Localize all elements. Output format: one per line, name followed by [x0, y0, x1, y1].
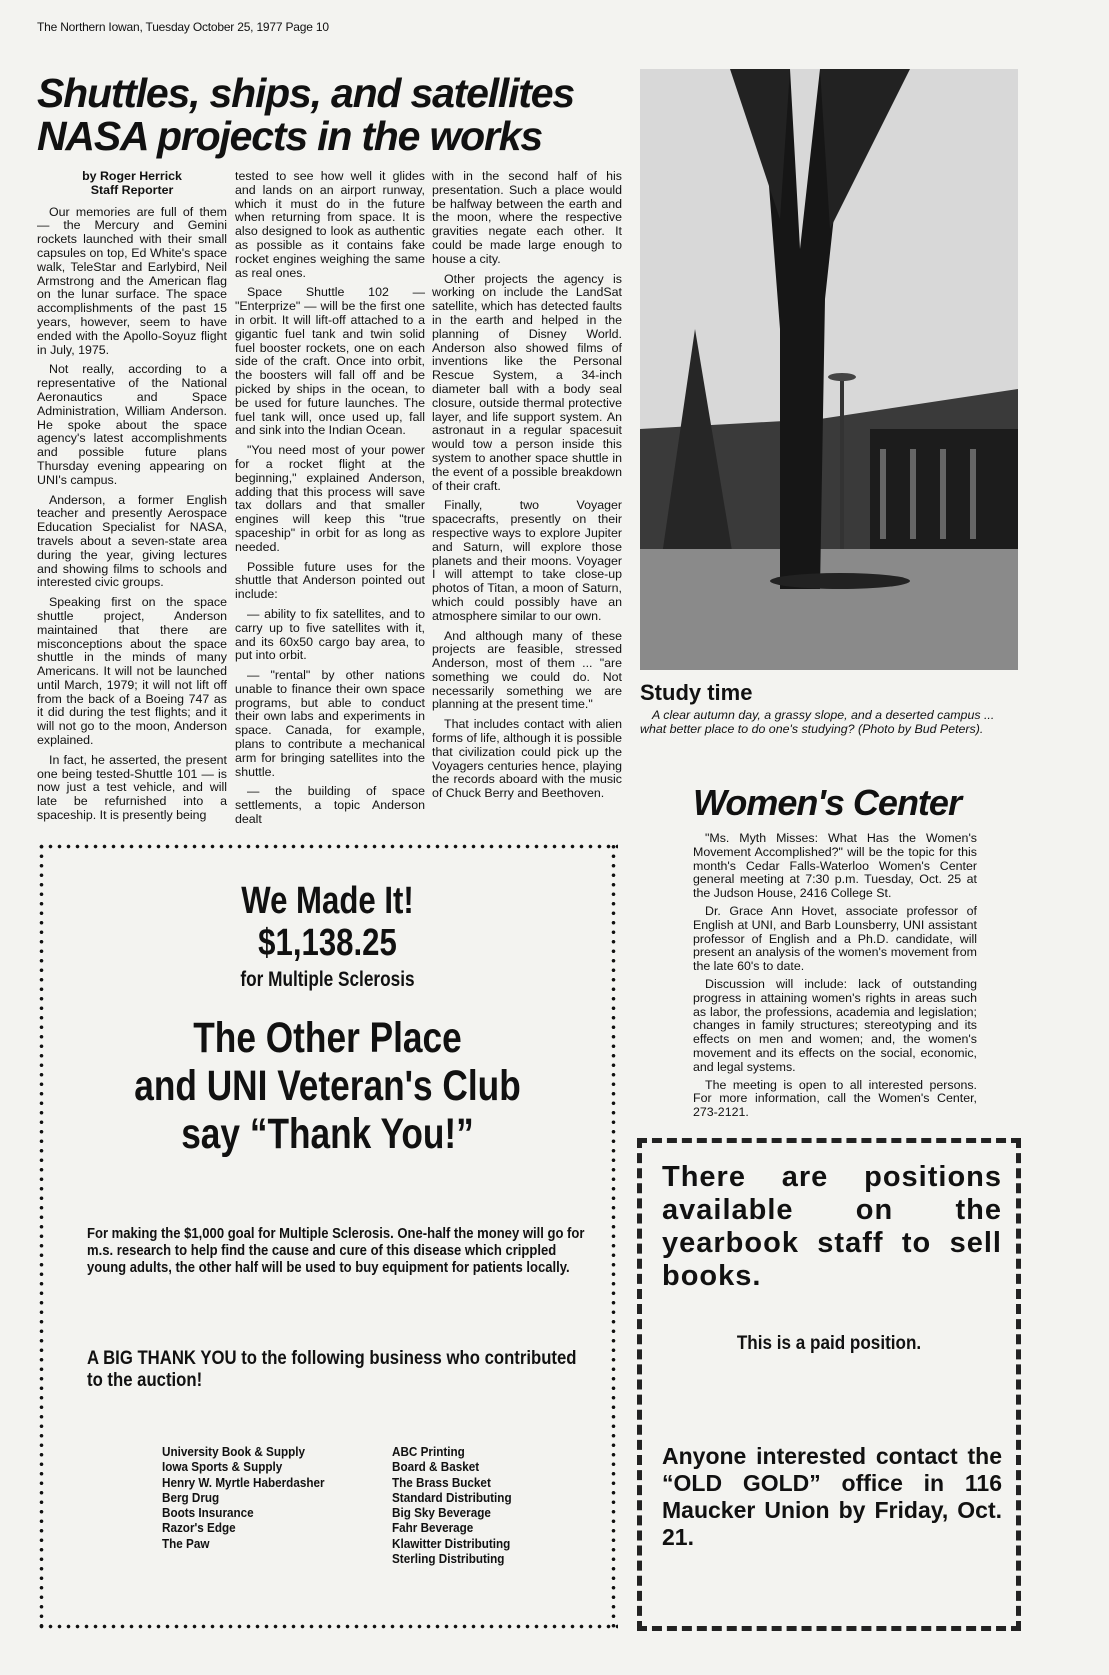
- article-column-2: [235, 170, 425, 840]
- paragraph: — the building of space settlements, a topic Anderson dealt: [235, 784, 425, 827]
- business-item: Boots Insurance: [162, 1505, 254, 1521]
- paragraph: Space Shuttle 102 — "Enterprize" — will be the first one in orbit. It will lift-off attached to a gigantic fuel tank and twin solid fuel booster rockets, one on each side of the craft. Once into orbit, the boosters will fall off and be picked by ships in the ocean, to be used for future launches. The fuel tank will, once used up, fall and sink into the Indian Ocean.: [235, 285, 425, 438]
- headline-line-2: NASA projects in the works: [37, 113, 542, 159]
- page-folio: The Northern Iowan, Tuesday October 25, 1977 Page 10: [37, 20, 329, 34]
- ad-amount: $1,138.25: [258, 922, 397, 964]
- paragraph: Possible future uses for the shuttle that Anderson pointed out include:: [235, 559, 425, 602]
- womens-center-body: [693, 832, 977, 1124]
- paragraph: Our memories are full of them — the Mercury and Gemini rockets launched with their small capsules on top, Ed White's space walk, TeleStar and Earlybird, Neil Armstrong and the American flag on the lunar surface. The space accomplishments of the past 15 years, however, seem to have ended with the Apollo-Soyuz flight in July, 1975.: [37, 204, 227, 357]
- paragraph: Not really, according to a representative of the National Aeronautics and Space Administration, William Anderson. He spoke about the space agency's latest accomplishments and possible future plans Thursday evening appearing on UNI's campus.: [37, 362, 227, 487]
- byline: [37, 170, 227, 198]
- paragraph: And although many of these projects are feasible, stressed Anderson, most of them ... "are something we could do. Not necessarily something we are planning at the present time.": [432, 628, 622, 712]
- business-item: Standard Distributing: [392, 1489, 512, 1505]
- paragraph: Anderson, a former English teacher and presently Aerospace Education Specialist for NASA, travels about a seven-state area during the year, giving lectures and showing films to schools and interested civic groups.: [37, 492, 227, 590]
- yearbook-contact: Anyone interested contact the “OLD GOLD” office in 116 Maucker Union by Friday, Oct. 21.: [662, 1443, 1002, 1550]
- business-item: Berg Drug: [162, 1489, 220, 1505]
- paragraph: — "rental" by other nations unable to finance their own space programs, but able to conduct their own labs and experiments in space. Canada, for example, plans to contribute a mechanical arm for bringing satellites into the shuttle.: [235, 668, 425, 779]
- ad-for-ms: for Multiple Sclerosis: [240, 968, 415, 991]
- business-item: ABC Printing: [392, 1444, 465, 1459]
- paragraph: tested to see how well it glides and lands on an airport runway, which it must do in the future when returning from space. It is also designed to look as authentic as possible as it contains fake rocket engines weighing the same as real ones.: [235, 169, 425, 280]
- ad-thank-you: say “Thank You!”: [181, 1110, 474, 1158]
- article-headline: [37, 72, 574, 158]
- paragraph: "You need most of your power for a rocket flight at the beginning," explained Anderson, adding that this process will save tax dollars and that smaller engines will keep this "true spaceship" in orbit for as long as needed.: [235, 443, 425, 554]
- yearbook-ad: [637, 1138, 1021, 1631]
- business-item: Klawitter Distributing: [392, 1535, 511, 1551]
- business-list-left: [162, 1444, 325, 1551]
- ad-we-made-it: We Made It!: [241, 880, 414, 922]
- business-item: The Brass Bucket: [392, 1474, 491, 1490]
- paragraph: In fact, he asserted, the present one being tested-Shuttle 101 — is now just a test vehicle, and will late be refurnished into a spaceship. It is presently being: [37, 752, 227, 823]
- business-item: Big Sky Beverage: [392, 1505, 491, 1521]
- paragraph: Speaking first on the space shuttle project, Anderson maintained that there are misconceptions about the space shuttle in the minds of many Americans. It will not be launched until March, 1979; it will not lift off from the back of a Boeing 747 as it did during the test flights; and it will not go to the moon, Anderson explained.: [37, 595, 227, 748]
- womens-center-title: Women's Center: [693, 782, 961, 823]
- business-item: Sterling Distributing: [392, 1551, 505, 1567]
- paragraph: — ability to fix satellites, and to carry up to five satellites with it, and its 60x50 cargo bay area, to put into orbit.: [235, 606, 425, 663]
- paragraph: Other projects the agency is working on include the LandSat satellite, which has detected faults in the earth and helped in the planning of Disney World. Anderson also showed films of inventions like the Personal Rescue System, a 34-inch diameter ball with a body seal closure, outside thermal protective layer, and life support system. An astronaut in a regular spacesuit would tow a person inside this system to another space shuttle in the event of a possible breakdown of their craft.: [432, 271, 622, 493]
- business-item: Fahr Beverage: [392, 1520, 474, 1536]
- yearbook-headline: There are positions available on the yearbook staff to sell books.: [662, 1161, 1002, 1292]
- business-item: The Paw: [162, 1535, 210, 1551]
- ad-other-place: The Other Place: [193, 1014, 462, 1062]
- article-column-3: [432, 170, 622, 840]
- paragraph: Dr. Grace Ann Hovet, associate professor of English at UNI, and Barb Lounsberry, UNI assistant professor of English and a Ph.D. candidate, will present an analysis of the women's movement from the late 60's to date.: [693, 903, 977, 974]
- photo-caption: A clear autumn day, a grassy slope, and a deserted campus ... what better place to do one's studying? (Photo by Bud Peters).: [640, 708, 995, 736]
- article-column-1: [37, 170, 227, 840]
- paragraph: with in the second half of his presentation. Such a place would be halfway between the earth and the moon, where the respective gravities negate each other. It could be made large enough to house a city.: [432, 169, 622, 266]
- byline-role: Staff Reporter: [90, 182, 174, 197]
- paragraph: The meeting is open to all interested persons. For more information, call the Women's Center, 273-2121.: [693, 1077, 977, 1120]
- byline-author: by Roger Herrick: [82, 169, 182, 183]
- study-time-photo: [640, 69, 1018, 670]
- ad-big-thanks: A BIG THANK YOU to the following business who contributed to the auction!: [87, 1348, 577, 1391]
- paragraph: Finally, two Voyager spacecrafts, presently on their respective ways to explore Jupiter and Saturn, will explore those planets and their moons. Voyager I will attempt to take close-up photos of Titan, a moon of Saturn, which could possibly have an atmosphere similar to our own.: [432, 498, 622, 623]
- business-item: Iowa Sports & Supply: [162, 1459, 283, 1475]
- ad-body: For making the $1,000 goal for Multiple Sclerosis. One-half the money will go for m.s. research to help find the cause and cure of this disease which crippled young adults, the other half will be used to buy equipment for patients locally.: [87, 1226, 585, 1276]
- ad-veterans-club: and UNI Veteran's Club: [134, 1062, 521, 1110]
- yearbook-paid-position: This is a paid position.: [736, 1333, 922, 1354]
- paragraph: "Ms. Myth Misses: What Has the Women's Movement Accomplished?" will be the topic for this month's Cedar Falls-Waterloo Women's Center general meeting at 7:30 p.m. Tuesday, Oct. 25 at the Judson House, 2416 College St.: [693, 831, 977, 901]
- business-item: Razor's Edge: [162, 1520, 236, 1536]
- business-item: Board & Basket: [392, 1459, 480, 1475]
- photo-title: Study time: [640, 680, 753, 705]
- paragraph: Discussion will include: lack of outstanding progress in attaining women's rights in areas such as labor, the professions, academia and legislation; changes in family structures; stereotyping and its effects on men and women; and, the women's movement and its effects on the social, economic, and legal systems.: [693, 976, 977, 1074]
- paragraph: That includes contact with alien forms of life, although it is possible that civilization could pick up the Voyagers centuries hence, playing the records aboard with the music of Chuck Berry and Beethoven.: [432, 717, 622, 801]
- ms-thank-you-ad: [37, 842, 618, 1631]
- business-list-right: [392, 1444, 512, 1566]
- business-item: Henry W. Myrtle Haberdasher: [162, 1474, 325, 1490]
- headline-line-1: Shuttles, ships, and satellites: [37, 70, 574, 116]
- business-item: University Book & Supply: [162, 1444, 306, 1459]
